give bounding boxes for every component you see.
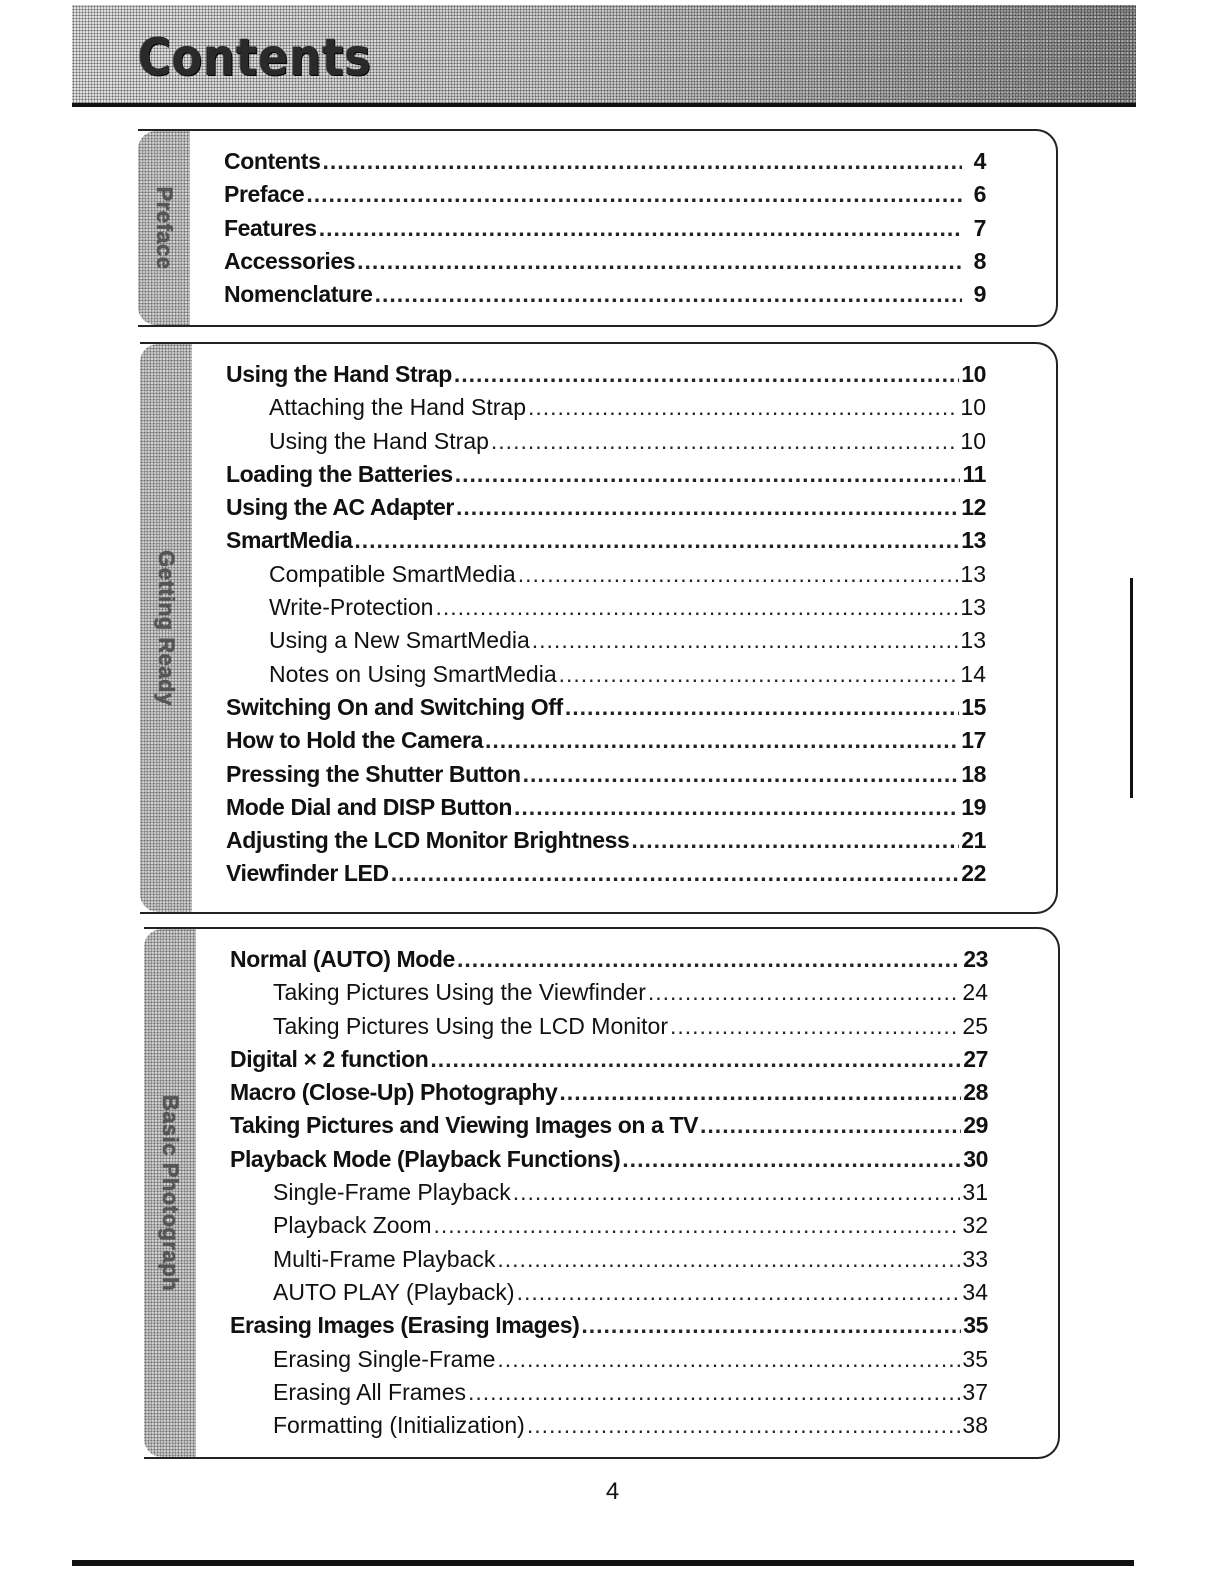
toc-entry-page: 37 bbox=[962, 1378, 988, 1405]
toc-entry-title: Preface bbox=[224, 181, 305, 208]
toc-entry[interactable] bbox=[226, 458, 986, 491]
dot-leader bbox=[456, 491, 959, 524]
toc-entry-title: Attaching the Hand Strap bbox=[269, 394, 526, 421]
dot-leader bbox=[532, 624, 959, 657]
section-tab-label: Basic Photograph bbox=[158, 1094, 183, 1292]
toc-entry[interactable] bbox=[230, 1309, 988, 1342]
toc-list bbox=[224, 145, 986, 311]
bottom-rule bbox=[72, 1560, 1134, 1566]
dot-leader bbox=[517, 1276, 961, 1309]
toc-entry[interactable] bbox=[226, 558, 986, 591]
toc-entry-page: 14 bbox=[960, 660, 986, 687]
toc-entry[interactable] bbox=[226, 624, 986, 657]
toc-entry-page: 21 bbox=[961, 827, 986, 854]
dot-leader bbox=[491, 425, 959, 458]
toc-list bbox=[226, 358, 986, 891]
dot-leader bbox=[455, 458, 961, 491]
dot-leader bbox=[559, 658, 959, 691]
dot-leader bbox=[527, 1409, 961, 1442]
toc-entry-page: 33 bbox=[962, 1245, 988, 1272]
toc-entry[interactable] bbox=[230, 1409, 988, 1442]
toc-entry-page: 7 bbox=[973, 214, 986, 241]
toc-entry-title: Accessories bbox=[224, 247, 356, 274]
section-preface bbox=[138, 129, 1058, 327]
toc-entry-page: 6 bbox=[973, 181, 986, 208]
toc-entry[interactable] bbox=[226, 658, 986, 691]
toc-entry-page: 34 bbox=[962, 1278, 988, 1305]
toc-entry-page: 38 bbox=[962, 1412, 988, 1439]
toc-entry[interactable] bbox=[226, 524, 986, 557]
section-tab-label: Getting Ready bbox=[154, 550, 179, 706]
toc-entry-page: 32 bbox=[962, 1212, 988, 1239]
dot-leader bbox=[485, 724, 959, 757]
toc-entry-page: 4 bbox=[973, 148, 986, 174]
dot-leader bbox=[513, 1176, 961, 1209]
toc-entry-title: Using the Hand Strap bbox=[226, 361, 452, 387]
toc-entry[interactable] bbox=[226, 791, 986, 824]
toc-entry-title: Taking Pictures Using the Viewfinder bbox=[273, 979, 646, 1006]
toc-entry-page: 13 bbox=[960, 560, 986, 587]
dot-leader bbox=[518, 558, 959, 591]
toc-entry-title: Pressing the Shutter Button bbox=[226, 760, 521, 787]
toc-entry-title: Adjusting the LCD Monitor Brightness bbox=[226, 827, 630, 854]
dot-leader bbox=[700, 1109, 961, 1142]
toc-entry-page: 23 bbox=[963, 946, 988, 972]
toc-entry-title: Formatting (Initialization) bbox=[273, 1412, 525, 1439]
toc-entry-page: 10 bbox=[960, 427, 986, 454]
toc-entry-title: Playback Mode (Playback Functions) bbox=[230, 1145, 621, 1172]
toc-entry[interactable] bbox=[226, 591, 986, 624]
toc-entry-title: Digital × 2 function bbox=[230, 1045, 429, 1072]
toc-entry[interactable] bbox=[224, 278, 986, 311]
dot-leader bbox=[306, 178, 962, 211]
toc-entry-page: 22 bbox=[961, 860, 986, 887]
dot-leader bbox=[391, 857, 960, 890]
toc-entry-title: How to Hold the Camera bbox=[226, 727, 484, 754]
page-number: 4 bbox=[605, 1478, 620, 1505]
toc-entry-title: Mode Dial and DISP Button bbox=[226, 793, 513, 820]
dot-leader bbox=[622, 1143, 961, 1176]
toc-entry[interactable] bbox=[224, 245, 986, 278]
toc-entry[interactable] bbox=[230, 1243, 988, 1276]
toc-entry-page: 8 bbox=[973, 247, 986, 274]
toc-entry-title: Notes on Using SmartMedia bbox=[269, 660, 557, 687]
toc-entry-page: 13 bbox=[961, 527, 986, 554]
section-tab-label: Preface bbox=[152, 186, 177, 270]
dot-leader bbox=[354, 524, 959, 557]
toc-entry-page: 27 bbox=[963, 1045, 988, 1072]
toc-entry-title: Using the AC Adapter bbox=[226, 494, 454, 521]
toc-entry-page: 24 bbox=[962, 979, 988, 1006]
toc-entry-page: 29 bbox=[963, 1112, 988, 1139]
dot-leader bbox=[581, 1309, 961, 1342]
toc-list bbox=[230, 943, 988, 1442]
toc-entry-title: Using the Hand Strap bbox=[269, 427, 489, 454]
toc-entry-title: AUTO PLAY (Playback) bbox=[273, 1278, 515, 1305]
toc-entry-page: 10 bbox=[960, 394, 986, 421]
toc-entry-page: 31 bbox=[962, 1179, 988, 1206]
toc-entry[interactable] bbox=[226, 425, 986, 458]
dot-leader bbox=[434, 1209, 961, 1242]
toc-entry-page: 28 bbox=[963, 1079, 988, 1106]
toc-entry-page: 15 bbox=[961, 693, 986, 720]
section-tab-getting-ready bbox=[140, 344, 192, 912]
toc-entry[interactable] bbox=[230, 1343, 988, 1376]
toc-entry-title: Single-Frame Playback bbox=[273, 1179, 511, 1206]
toc-entry[interactable] bbox=[230, 1143, 988, 1176]
toc-entry[interactable] bbox=[230, 1109, 988, 1142]
dot-leader bbox=[375, 278, 962, 311]
toc-entry-title: Features bbox=[224, 214, 317, 241]
dot-leader bbox=[497, 1343, 960, 1376]
toc-entry[interactable] bbox=[226, 857, 986, 890]
toc-entry-title: Nomenclature bbox=[224, 281, 373, 308]
toc-entry-title: Erasing Images (Erasing Images) bbox=[230, 1312, 580, 1339]
toc-entry[interactable] bbox=[230, 1076, 988, 1109]
toc-entry-title: Erasing Single-Frame bbox=[273, 1345, 496, 1372]
toc-entry[interactable] bbox=[230, 943, 988, 976]
dot-leader bbox=[528, 391, 958, 424]
toc-entry-title: Normal (AUTO) Mode bbox=[230, 946, 455, 972]
toc-entry[interactable] bbox=[226, 491, 986, 524]
toc-entry[interactable] bbox=[224, 212, 986, 245]
toc-entry[interactable] bbox=[224, 145, 986, 178]
toc-entry-title: Taking Pictures and Viewing Images on a TV bbox=[230, 1112, 699, 1139]
dot-leader bbox=[631, 824, 959, 857]
toc-entry[interactable] bbox=[230, 1043, 988, 1076]
toc-entry-title: Playback Zoom bbox=[273, 1212, 432, 1239]
page-edge-mark bbox=[1130, 578, 1133, 798]
toc-entry-title: Compatible SmartMedia bbox=[269, 560, 516, 587]
toc-entry-page: 13 bbox=[960, 627, 986, 654]
toc-entry-page: 12 bbox=[961, 494, 986, 521]
toc-entry[interactable] bbox=[224, 178, 986, 211]
section-getting-ready bbox=[140, 342, 1058, 914]
toc-entry[interactable] bbox=[226, 391, 986, 424]
toc-entry[interactable] bbox=[226, 691, 986, 724]
toc-entry-page: 19 bbox=[961, 793, 986, 820]
toc-entry-title: Using a New SmartMedia bbox=[269, 627, 530, 654]
dot-leader bbox=[357, 245, 962, 278]
toc-entry-title: Erasing All Frames bbox=[273, 1378, 467, 1405]
dot-leader bbox=[322, 145, 962, 178]
dot-leader bbox=[457, 943, 961, 976]
section-tab-basic-photograph bbox=[144, 929, 196, 1457]
dot-leader bbox=[523, 758, 960, 791]
toc-entry[interactable] bbox=[230, 1209, 988, 1242]
dot-leader bbox=[497, 1243, 960, 1276]
dot-leader bbox=[565, 691, 959, 724]
toc-entry-title: Viewfinder LED bbox=[226, 860, 389, 887]
toc-entry-page: 18 bbox=[961, 760, 986, 787]
toc-entry-title: Macro (Close-Up) Photography bbox=[230, 1079, 558, 1106]
toc-entry-title: Taking Pictures Using the LCD Monitor bbox=[273, 1012, 668, 1039]
dot-leader bbox=[559, 1076, 961, 1109]
toc-entry-title: Multi-Frame Playback bbox=[273, 1245, 496, 1272]
dot-leader bbox=[435, 591, 958, 624]
section-tab-preface bbox=[138, 131, 190, 325]
toc-entry[interactable] bbox=[226, 758, 986, 791]
dot-leader bbox=[430, 1043, 961, 1076]
page-title: Contents bbox=[138, 28, 372, 88]
dot-leader bbox=[670, 1010, 960, 1043]
dot-leader bbox=[454, 358, 959, 391]
toc-entry-title: Switching On and Switching Off bbox=[226, 693, 563, 720]
toc-entry-page: 13 bbox=[960, 594, 986, 621]
dot-leader bbox=[468, 1376, 960, 1409]
toc-entry-title: SmartMedia bbox=[226, 527, 353, 554]
section-basic-photograph bbox=[144, 927, 1060, 1459]
toc-entry-page: 35 bbox=[962, 1345, 988, 1372]
dot-leader bbox=[648, 976, 961, 1009]
toc-entry-page: 10 bbox=[961, 361, 986, 387]
toc-entry-title: Loading the Batteries bbox=[226, 460, 453, 487]
dot-leader bbox=[514, 791, 959, 824]
toc-entry[interactable] bbox=[226, 824, 986, 857]
toc-entry[interactable] bbox=[226, 358, 986, 391]
toc-entry[interactable] bbox=[226, 724, 986, 757]
toc-entry[interactable] bbox=[230, 1010, 988, 1043]
toc-entry-page: 11 bbox=[962, 460, 986, 487]
toc-entry-page: 9 bbox=[973, 281, 986, 308]
dot-leader bbox=[319, 212, 962, 245]
toc-entry[interactable] bbox=[230, 1276, 988, 1309]
toc-entry-page: 25 bbox=[962, 1012, 988, 1039]
toc-entry[interactable] bbox=[230, 976, 988, 1009]
toc-entry-page: 35 bbox=[963, 1312, 988, 1339]
toc-entry[interactable] bbox=[230, 1376, 988, 1409]
toc-entry[interactable] bbox=[230, 1176, 988, 1209]
toc-entry-page: 30 bbox=[963, 1145, 988, 1172]
toc-entry-page: 17 bbox=[961, 727, 986, 754]
toc-entry-title: Contents bbox=[224, 148, 321, 174]
toc-entry-title: Write-Protection bbox=[269, 594, 434, 621]
